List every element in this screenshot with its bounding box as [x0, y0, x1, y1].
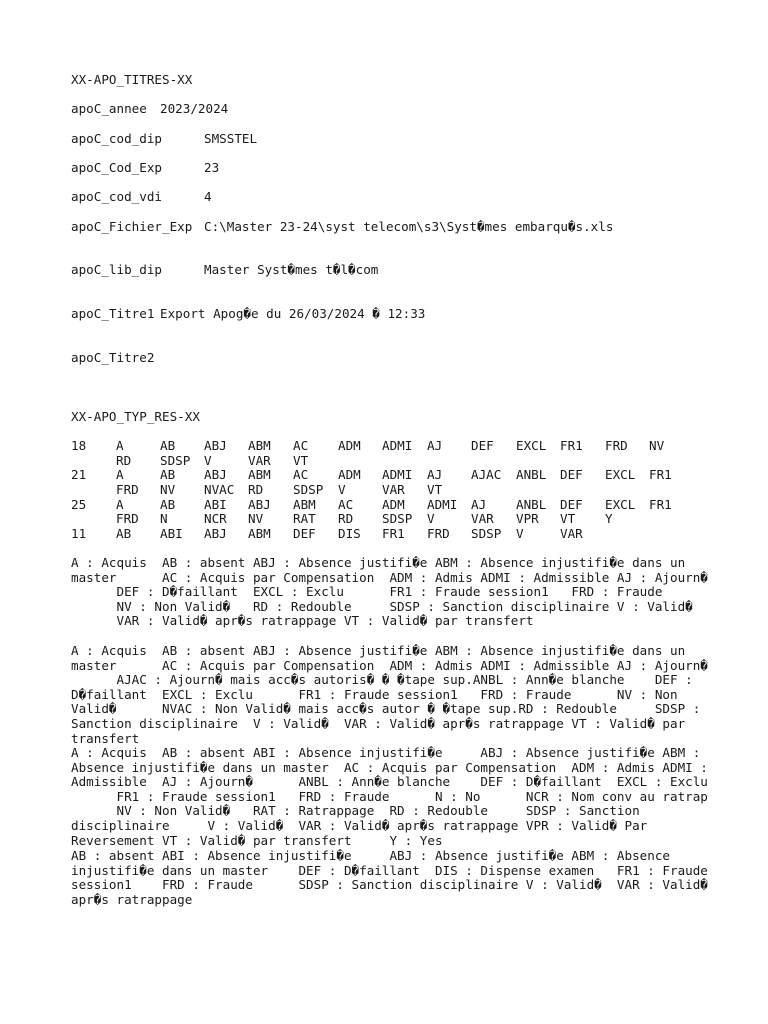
- result-code-cell: FR1: [649, 467, 672, 483]
- result-code-cell: AC: [293, 467, 309, 483]
- section-title-typ-res: XX-APO_TYP_RES-XX: [71, 409, 200, 424]
- result-code-cell: DEF: [560, 496, 583, 512]
- result-code-cell: ABJ: [204, 438, 227, 453]
- field-value: 2023/2024: [160, 101, 229, 116]
- result-code-cell: AJ: [471, 496, 487, 512]
- result-code-cell: AB: [160, 438, 176, 453]
- result-code-cell: A: [116, 467, 124, 483]
- result-code-cell: ABM: [248, 526, 271, 542]
- result-code-cell: SDSP: [471, 526, 502, 542]
- result-code-cell: ANBL: [516, 496, 547, 512]
- result-code-cell: ABM: [248, 438, 271, 453]
- result-code-cell: ADMI: [382, 467, 413, 483]
- result-code-cell: NCR: [204, 511, 227, 527]
- result-code-cell: V: [338, 482, 346, 498]
- result-code-cell: RD: [116, 452, 132, 468]
- field-label: apoC_lib_dip: [71, 262, 162, 277]
- result-code-cell: V: [204, 452, 212, 468]
- result-code-cell: AC: [293, 438, 309, 453]
- result-code-cell: VAR: [248, 452, 271, 468]
- result-code-cell: EXCL: [605, 496, 636, 512]
- type-code-cell: 25: [71, 496, 87, 512]
- result-code-cell: AJ: [427, 438, 443, 453]
- result-code-cell: EXCL: [605, 467, 636, 483]
- result-code-cell: NVAC: [204, 482, 235, 498]
- field-label: apoC_annee: [71, 101, 147, 116]
- field-cod-vdi: [71, 189, 212, 204]
- result-code-cell: SDSP: [160, 452, 191, 468]
- legend-block: A : Acquis AB : absent ABJ : Absence justifi�e ABM : Absence injustifi�e dans un master AC : Acquis par Compensation ADM : Admis ADMI : Admissible AJ : Ajourn� AJAC : Ajourn� mais acc�s autoris� � �tape sup.ANBL : Ann�e blanche DEF : D�faillant EXCL : Exclu FR1 : Fraude session1 FRD : Fraude NV : Non Valid� NVAC : Non Valid� mais acc�s autor � �tape sup.RD : Redouble SDSP : Sanction disciplinaire V : Valid� VAR : Valid� apr�s ratrappage VT : Valid� par transfert: [71, 643, 708, 746]
- result-code-cell: FRD: [427, 526, 450, 542]
- result-code-cell: FRD: [116, 482, 139, 498]
- result-code-cell: DEF: [560, 467, 583, 483]
- result-code-cell: AC: [338, 496, 354, 512]
- result-code-cell: ADM: [338, 438, 361, 453]
- result-code-cell: AB: [160, 467, 176, 483]
- result-code-cell: VT: [293, 452, 309, 468]
- result-code-cell: ABJ: [204, 467, 227, 483]
- field-label: apoC_Titre1: [71, 306, 155, 321]
- field-value: SMSSTEL: [204, 131, 258, 146]
- result-code-cell: RD: [248, 482, 264, 498]
- result-code-cell: V: [427, 511, 435, 527]
- field-label: apoC_Cod_Exp: [71, 160, 162, 175]
- result-code-cell: N: [160, 511, 168, 527]
- result-code-cell: VAR: [560, 526, 583, 542]
- result-code-cell: DEF: [471, 438, 494, 453]
- field-fichier-exp: [71, 219, 613, 234]
- result-code-cell: FR1: [560, 438, 583, 453]
- result-code-cell: ABI: [204, 496, 227, 512]
- result-code-cell: ADM: [382, 496, 405, 512]
- result-code-cell: AB: [160, 496, 176, 512]
- type-code-cell: 11: [71, 526, 87, 542]
- result-code-cell: RAT: [293, 511, 316, 527]
- field-label: apoC_Titre2: [71, 350, 155, 365]
- field-cod-dip: [71, 131, 257, 146]
- result-code-cell: DEF: [293, 526, 316, 542]
- legend-block: A : Acquis AB : absent ABI : Absence injustifi�e ABJ : Absence justifi�e ABM : Absence injustifi�e dans un master AC : Acquis par Compensation ADM : Admis ADMI : Admissible AJ : Ajourn� ANBL : Ann�e blanche DEF : D�faillant EXCL : Exclu FR1 : Fraude session1 FRD : Fraude N : No NCR : Nom conv au ratrap NV : Non Valid� RAT : Ratrappage RD : Redouble SDSP : Sanction disciplinaire V : Valid� VAR : Valid� apr�s ratrappage VPR : Valid� Par Reversement VT : Valid� par transfert Y : Yes: [71, 745, 708, 848]
- result-code-cell: Y: [605, 511, 613, 527]
- field-value: Export Apog�e du 26/03/2024 � 12:33: [160, 306, 426, 321]
- field-annee: [71, 101, 228, 116]
- field-label: apoC_cod_vdi: [71, 189, 162, 204]
- result-code-cell: AB: [116, 526, 132, 542]
- field-titre1: [71, 306, 425, 321]
- result-code-cell: ABI: [160, 526, 183, 542]
- result-code-cell: VPR: [516, 511, 539, 527]
- result-code-cell: ABJ: [248, 496, 271, 512]
- field-value: Master Syst�mes t�l�com: [204, 262, 379, 277]
- legend-block: AB : absent ABI : Absence injustifi�e ABJ : Absence justifi�e ABM : Absence injustifi�e dans un master DEF : D�faillant DIS : Dispense examen FR1 : Fraude session1 FRD : Fraude SDSP : Sanction disciplinaire V : Valid� VAR : Valid� apr�s ratrappage: [71, 848, 708, 907]
- result-code-cell: ABJ: [204, 526, 227, 542]
- result-code-cell: ANBL: [516, 467, 547, 483]
- result-code-cell: A: [116, 438, 124, 453]
- result-code-cell: FRD: [116, 511, 139, 527]
- field-lib-dip: [71, 262, 378, 277]
- type-code-cell: 18: [71, 438, 87, 453]
- result-code-cell: FRD: [605, 438, 628, 453]
- result-code-cell: AJ: [427, 467, 443, 483]
- result-code-cell: RD: [338, 511, 354, 527]
- result-code-cell: VAR: [471, 511, 494, 527]
- result-code-cell: ADM: [338, 467, 361, 483]
- result-code-cell: FR1: [382, 526, 405, 542]
- field-titre2: [71, 350, 204, 365]
- result-code-cell: VAR: [382, 482, 405, 498]
- result-code-cell: VT: [560, 511, 576, 527]
- field-value: 4: [204, 189, 212, 204]
- field-label: apoC_Fichier_Exp: [71, 219, 193, 234]
- legend-block: A : Acquis AB : absent ABJ : Absence justifi�e ABM : Absence injustifi�e dans un master AC : Acquis par Compensation ADM : Admis ADMI : Admissible AJ : Ajourn� DEF : D�faillant EXCL : Exclu FR1 : Fraude session1 FRD : Fraude NV : Non Valid� RD : Redouble SDSP : Sanction disciplinaire V : Valid� VAR : Valid� apr�s ratrappage VT : Valid� par transfert: [71, 555, 708, 629]
- result-code-cell: NV: [160, 482, 176, 498]
- result-code-cell: NV: [649, 438, 665, 453]
- result-code-cell: VT: [427, 482, 443, 498]
- field-cod-exp: [71, 160, 219, 175]
- type-code-cell: 21: [71, 467, 87, 483]
- result-code-cell: ABM: [293, 496, 316, 512]
- field-label: apoC_cod_dip: [71, 131, 162, 146]
- field-value: 23: [204, 160, 220, 175]
- result-code-cell: DIS: [338, 526, 361, 542]
- result-code-cell: ADMI: [382, 438, 413, 453]
- result-code-cell: EXCL: [516, 438, 547, 453]
- result-code-cell: SDSP: [293, 482, 324, 498]
- result-code-cell: ADMI: [427, 496, 458, 512]
- result-code-cell: FR1: [649, 496, 672, 512]
- result-code-cell: NV: [248, 511, 264, 527]
- result-code-cell: SDSP: [382, 511, 413, 527]
- result-code-cell: V: [516, 526, 524, 542]
- result-code-cell: AJAC: [471, 467, 502, 483]
- field-value: C:\Master 23-24\syst telecom\s3\Syst�mes embarqu�s.xls: [204, 219, 614, 234]
- section-title-titres: XX-APO_TITRES-XX: [71, 72, 193, 87]
- result-code-cell: ABM: [248, 467, 271, 483]
- result-code-cell: A: [116, 496, 124, 512]
